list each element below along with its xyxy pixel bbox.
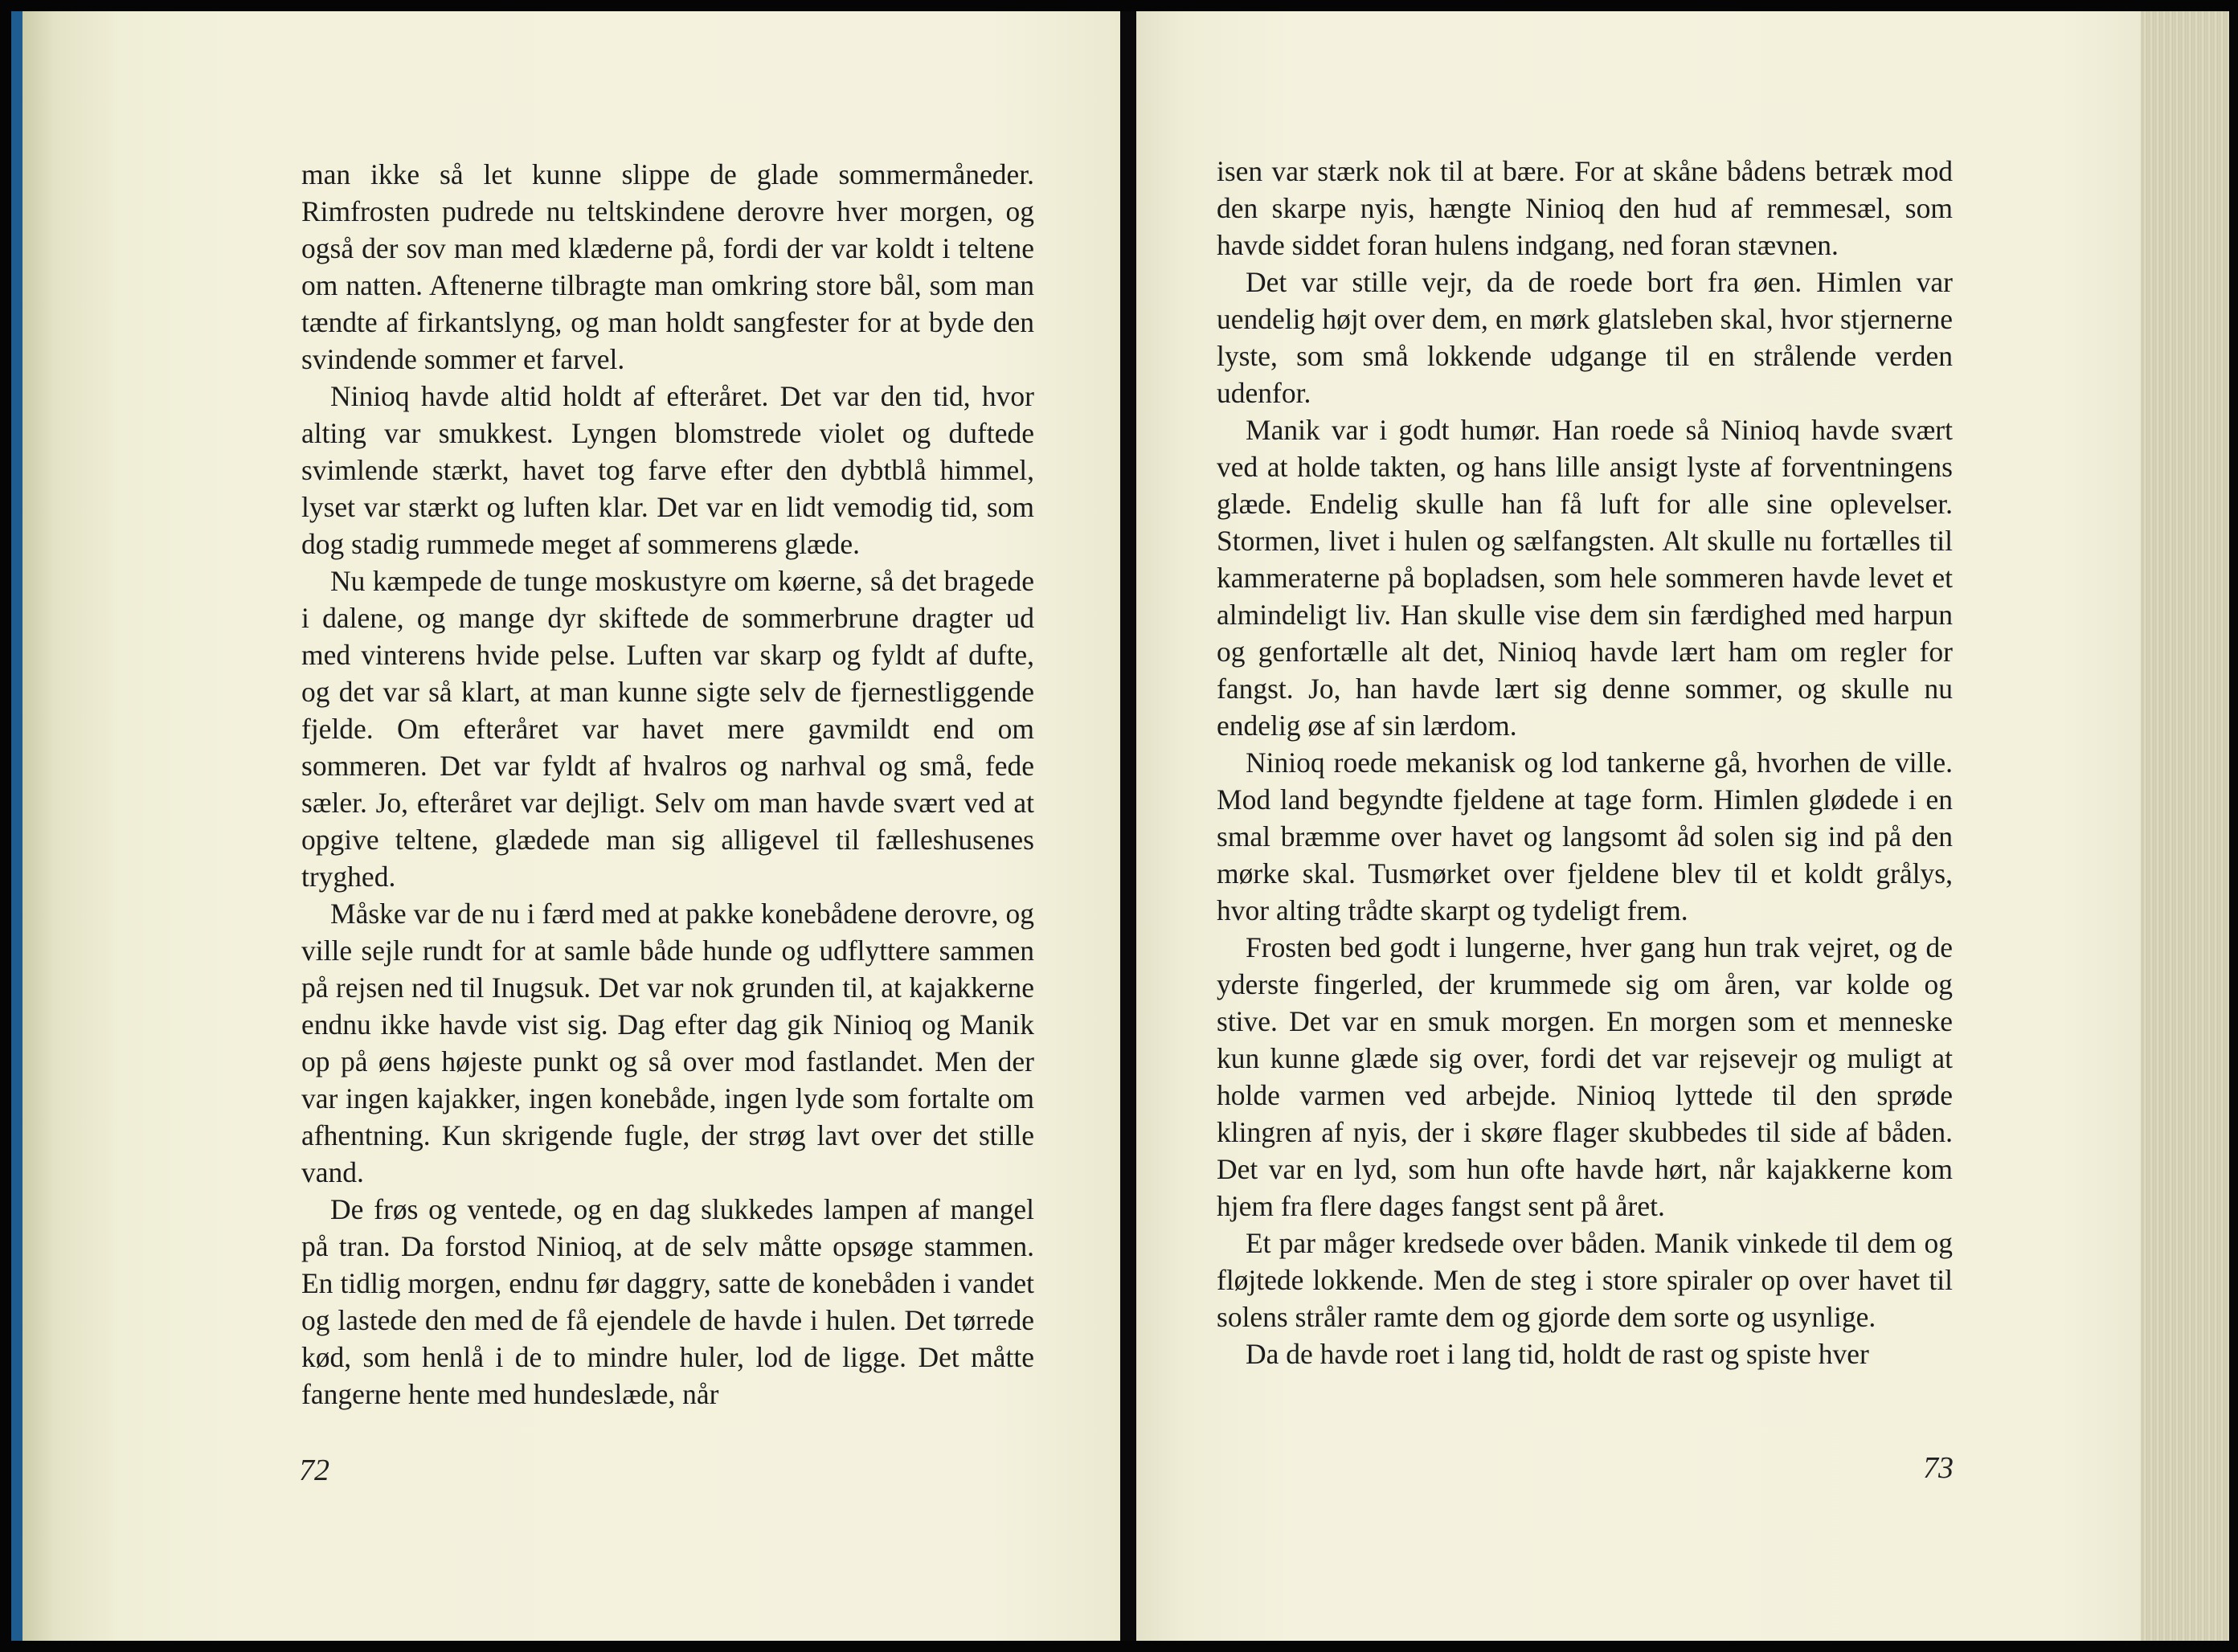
paragraph: Da de havde roet i lang tid, holdt de rast og spiste hver	[1246, 1338, 1869, 1370]
paragraph: Det var stille vejr, da de roede bort fra øen. Himlen var uendelig højt over dem, en mørk glatsleben skal, hvor stjernerne lyste, som små lokkende udgange til en strålende verden udenfor.	[1217, 266, 1953, 409]
paragraph: De frøs og ventede, og en dag slukkedes lampen af mangel på tran. Da forstod Ninioq, at de selv måtte opsøge stammen. En tidlig morgen, endnu før daggry, satte de konebåden i vandet og lastede den med de få ejendele de havde i hulen. Det tørrede kød, som henlå i de to mindre huler, lod de ligge. Det måtte fangerne hente med hundeslæde, når	[301, 1193, 1034, 1410]
paragraph: Måske var de nu i færd med at pakke konebådene derovre, og ville sejle rundt for at samle både hunde og udflyttere sammen på rejsen ned til Inugsuk. Det var nok grunden til, at kajakkerne endnu ikke havde vist sig. Dag efter dag gik Ninioq og Manik op på øens højeste punkt og så over mod fastlandet. Men der var ingen kajakker, ingen konebåde, ingen lyde som fortalte om afhentning. Kun skrigende fugle, der strøg lavt over det stille vand.	[301, 898, 1034, 1188]
paragraph: Nu kæmpede de tunge moskustyre om køerne, så det bragede i dalene, og mange dyr skiftede de sommerbrune dragter ud med vinterens hvide pelse. Luften var skarp og fyldt af dufte, og det var så klart, at man kunne sigte selv de fjernestliggende fjelde. Om efteråret var havet mere gavmildt end om sommeren. Det var fyldt af hvalros og narhval og små, fede sæler. Jo, efteråret var dejligt. Selv om man havde svært ved at opgive teltene, glædede man sig alligevel til fælleshusenes tryghed.	[301, 565, 1034, 893]
paragraph: Ninioq havde altid holdt af efteråret. Det var den tid, hvor alting var smukkest. Lyngen blomstrede violet og duftede svimlende stærkt, havet tog farve efter den dybtblå himmel, lyset var stærkt og luften klar. Det var en lidt vemodig tid, som dog stadig rummede meget af sommerens glæde.	[301, 380, 1034, 560]
right-page-text	[1217, 153, 1953, 1372]
paragraph: man ikke så let kunne slippe de glade sommermåneder. Rimfrosten pudrede nu teltskindene derovre hver morgen, og også der sov man med klæderne på, fordi der var koldt i teltene om natten. Aftenerne tilbragte man omkring store bål, som man tændte af firkantslyng, og man holdt sangfester for at byde den svindende sommer et farvel.	[301, 158, 1034, 375]
page-number: 73	[1923, 1451, 1954, 1485]
paragraph: Frosten bed godt i lungerne, hver gang hun trak vejret, og de yderste fingerled, der krummede sig om åren, var kolde og stive. Det var en smuk morgen. En morgen som et menneske kun kunne glæde sig over, fordi det var rejsevejr og muligt at holde varmen ved arbejde. Ninioq lyttede til den sprøde klingren af nyis, der i skøre flager skubbedes til side af båden. Det var en lyd, som hun ofte havde hørt, når kajakkerne kom hjem fra flere dages fangst sent på året.	[1217, 931, 1953, 1222]
page-number: 72	[299, 1454, 329, 1487]
page-edges	[2141, 11, 2229, 1641]
book-spine	[1120, 11, 1136, 1641]
paragraph: Et par måger kredsede over båden. Manik vinkede til dem og fløjtede lokkende. Men de steg i store spiraler op over havet til solens stråler ramte dem og gjorde dem sorte og usynlige.	[1217, 1227, 1953, 1333]
left-page-text	[301, 156, 1034, 1413]
paragraph: Ninioq roede mekanisk og lod tankerne gå, hvorhen de ville. Mod land begyndte fjeldene at tage form. Himlen glødede i en smal bræmme over havet og langsomt åd solen sig ind på den mørke skal. Tusmørket over fjeldene blev til et koldt grålys, hvor alting trådte skarpt og tydeligt frem.	[1217, 746, 1953, 926]
paragraph: Manik var i godt humør. Han roede så Ninioq havde svært ved at holde takten, og hans lille ansigt lyste af forventningens glæde. Endelig skulle han få luft for alle sine oplevelser. Stormen, livet i hulen og sælfangsten. Alt skulle nu fortælles til kammeraterne på bopladsen, som hele sommeren havde levet et almindeligt liv. Han skulle vise dem sin færdighed med harpun og genfortælle alt det, Ninioq havde lært ham om regler for fangst. Jo, han havde lært sig denne sommer, og skulle nu endelig øse af sin lærdom.	[1217, 414, 1953, 742]
paragraph: isen var stærk nok til at bære. For at skåne bådens betræk mod den skarpe nyis, hængte Ninioq den hud af remmesæl, som havde siddet foran hulens indgang, ned foran stævnen.	[1217, 155, 1953, 261]
